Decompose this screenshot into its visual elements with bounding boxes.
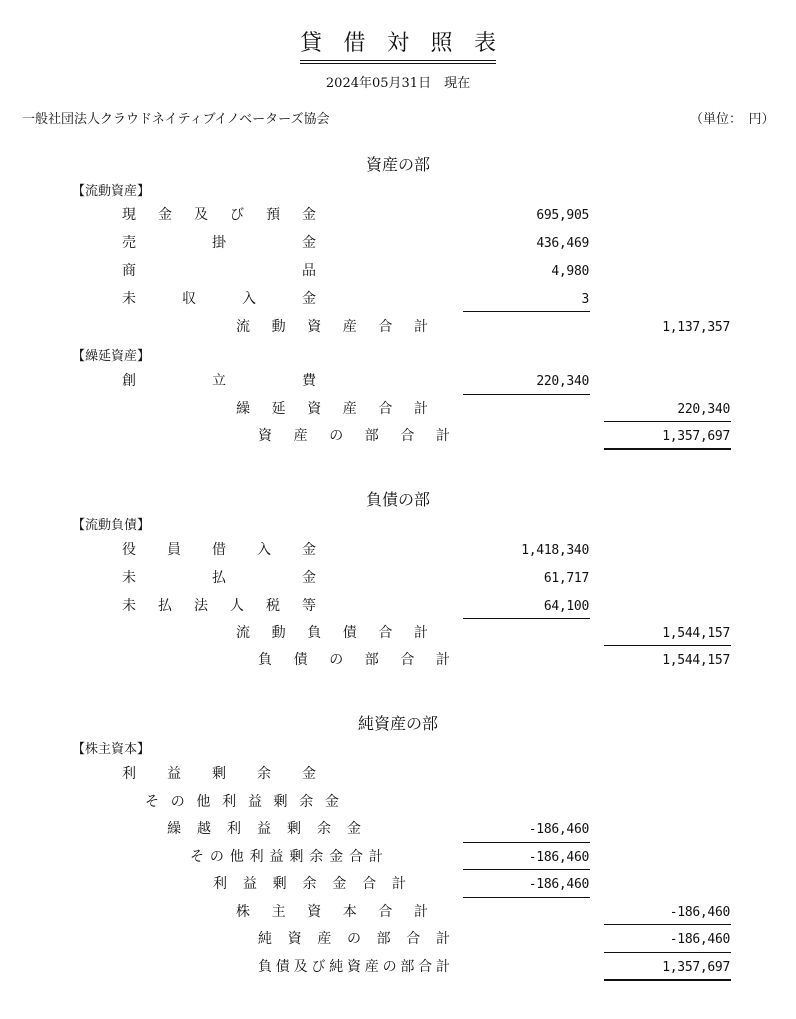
section-title-assets: 資産の部: [365, 155, 430, 174]
subtotal-rule: [604, 924, 731, 925]
grand-total-amount: 1,357,697: [662, 960, 730, 975]
subtotal-rule: [463, 311, 590, 312]
section-title-net-assets: 純資産の部: [357, 714, 438, 733]
retained-total-amount: -186,460: [528, 877, 589, 892]
section-total-label: 資 産 の 部 合 計: [258, 428, 450, 444]
other-retained-earnings-label: そ の 他 利 益 剰 余 金: [145, 794, 339, 810]
retained-total-label: 利 益 剰 余 金 合 計: [213, 876, 406, 892]
subtotal-rule: [463, 869, 590, 870]
subtotal-amount: 220,340: [677, 402, 730, 417]
line-item-amount: 220,340: [536, 374, 589, 389]
subtotal-amount: 1,137,357: [662, 320, 730, 335]
subtotal-rule: [463, 394, 590, 395]
unit-label: （単位： 円）: [690, 112, 775, 127]
line-item-label: 未 収 入 金: [122, 291, 316, 307]
line-item-amount: 3: [581, 292, 589, 307]
section-total-label: 純 資 産 の 部 合 計: [258, 931, 450, 947]
subtotal-amount: 1,544,157: [662, 626, 730, 641]
subtotal-label: 繰 延 資 産 合 計: [236, 401, 428, 417]
line-item-amount: 695,905: [536, 208, 589, 223]
document-title: [300, 30, 496, 64]
line-item-label: 現 金 及 び 預 金: [122, 207, 316, 223]
title-char: 貸: [300, 31, 323, 56]
subtotal-rule: [604, 421, 731, 422]
other-retained-total-amount: -186,460: [528, 850, 589, 865]
title-char: 借: [343, 31, 366, 56]
organization-name: 一般社団法人クラウドネイティブイノベーターズ協会: [22, 112, 330, 127]
section-total-label: 負 債 の 部 合 計: [258, 652, 450, 668]
line-item-amount: 61,717: [543, 571, 589, 586]
line-item-amount: 1,418,340: [521, 543, 589, 558]
total-double-rule: [604, 448, 731, 450]
retained-earnings-label: 利 益 剰 余 金: [122, 766, 316, 782]
subtotal-rule: [463, 618, 590, 619]
section-title-liabilities: 負債の部: [365, 490, 430, 509]
title-char: 照: [430, 31, 453, 56]
line-item-label: 役 員 借 入 金: [122, 542, 316, 558]
line-item-label: 商 品: [122, 263, 316, 279]
subtotal-label: 流 動 負 債 合 計: [236, 625, 428, 641]
subtotal-label: 流 動 資 産 合 計: [236, 319, 428, 335]
line-item-label: 創 立 費: [122, 373, 316, 389]
subtotal-rule: [604, 952, 731, 953]
group-label-current-liabilities: 【流動負債】: [72, 518, 151, 533]
subtotal-rule: [463, 842, 590, 843]
carried-forward-label: 繰 越 利 益 剰 余 金: [167, 821, 361, 837]
line-item-label: 未 払 金: [122, 570, 316, 586]
carried-forward-amount: -186,460: [528, 822, 589, 837]
line-item-label: 売 掛 金: [122, 235, 316, 251]
group-label-current-assets: 【流動資産】: [72, 184, 151, 199]
subtotal-rule: [604, 645, 731, 646]
subtotal-rule: [463, 897, 590, 898]
group-label-shareholders-equity: 【株主資本】: [72, 742, 151, 757]
equity-total-label: 株 主 資 本 合 計: [236, 904, 428, 920]
group-label-deferred-assets: 【繰延資産】: [72, 349, 151, 364]
title-char: 対: [386, 31, 409, 56]
section-total-amount: -186,460: [669, 932, 730, 947]
other-retained-total-label: そ の 他 利 益 剰 余 金 合 計: [190, 849, 383, 865]
as-of-date: 2024年05月31日 現在: [325, 76, 471, 91]
grand-total-label: 負 債 及 び 純 資 産 の 部 合 計: [258, 959, 450, 975]
total-double-rule: [604, 979, 731, 981]
section-total-amount: 1,357,697: [662, 429, 730, 444]
line-item-amount: 436,469: [536, 236, 589, 251]
line-item-label: 未 払 法 人 税 等: [122, 598, 316, 614]
section-total-amount: 1,544,157: [662, 653, 730, 668]
line-item-amount: 4,980: [551, 264, 589, 279]
equity-total-amount: -186,460: [669, 905, 730, 920]
line-item-amount: 64,100: [543, 599, 589, 614]
title-char: 表: [473, 31, 496, 56]
